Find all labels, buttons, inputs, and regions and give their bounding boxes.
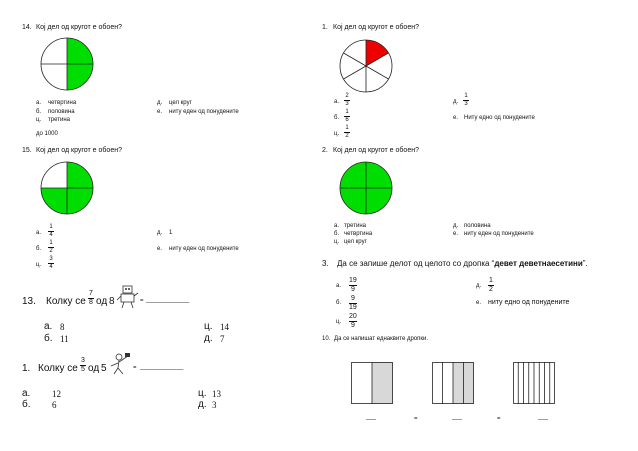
q1b-text: Колку се	[38, 363, 78, 374]
q15-option-e-label: е.	[157, 246, 163, 252]
q15-circle	[37, 158, 97, 218]
q1-option-e-label: е.	[453, 115, 459, 121]
numerator: 1	[345, 125, 349, 131]
q10-equals-2: =	[497, 416, 501, 422]
q13-option-b[interactable]: 11	[60, 334, 69, 344]
q1-text: Кој дел од кругот е обоен?	[333, 24, 419, 31]
q14-number: 14.	[22, 24, 32, 31]
denominator: 5	[81, 366, 85, 373]
denominator: 4	[49, 232, 53, 238]
q3-option-c-label: ц.	[336, 319, 342, 325]
q10-text: Да се напишат еднаквите дропки.	[334, 336, 429, 342]
q1b-of: од	[88, 363, 100, 374]
q1b-equals: =	[133, 365, 137, 371]
q2-option-b[interactable]: четвртина	[344, 231, 373, 237]
q15-option-e[interactable]: ниту еден од понудените	[169, 246, 239, 252]
q13-option-c-label: ц.	[204, 321, 213, 332]
q13-option-a[interactable]: 8	[60, 322, 65, 332]
denominator: 6	[345, 117, 349, 123]
q14-option-a[interactable]: четвртина	[48, 100, 77, 106]
q1b-option-a-label: а.	[22, 388, 31, 399]
numerator: 2	[345, 93, 349, 99]
q1-option-b-label: б.	[334, 115, 340, 121]
q15-option-a[interactable]	[48, 224, 54, 239]
q14-circle	[37, 34, 97, 94]
q3-option-b[interactable]	[349, 295, 357, 312]
q15-option-c-label: ц.	[36, 262, 42, 268]
q1b-option-a[interactable]: 12	[52, 389, 61, 399]
numerator: 9	[350, 295, 355, 302]
denominator: 9	[350, 322, 355, 329]
q2-option-c[interactable]: цел круг	[344, 239, 367, 245]
q1b-number: 1.	[22, 363, 31, 374]
q1b-fraction	[80, 357, 86, 374]
denominator: 19	[349, 304, 357, 311]
numerator: 20	[349, 313, 357, 320]
numerator: 3	[49, 256, 53, 262]
denominator: 4	[49, 264, 53, 270]
q15-text: Кој дел од кругот е обоен?	[36, 147, 122, 154]
q10-blank-1[interactable]: ___	[366, 414, 377, 420]
q3-option-a-label: а.	[336, 283, 342, 289]
q3-text	[337, 259, 588, 268]
q1b-value: 5	[101, 363, 107, 374]
q15-option-b[interactable]	[48, 240, 54, 255]
q13-option-b-label: б.	[44, 333, 53, 344]
q13-fraction	[88, 290, 94, 307]
numerator: 1	[464, 93, 468, 99]
numerator: 19	[349, 277, 357, 284]
q1b-option-b[interactable]: 6	[52, 400, 57, 410]
q1b-answer-blank[interactable]: _____________	[140, 364, 184, 370]
q1-option-c-label: ц.	[334, 131, 340, 137]
fraction-bar-eighths	[513, 362, 555, 404]
q1-option-b[interactable]	[344, 109, 350, 124]
q13-option-d[interactable]: 7	[220, 334, 225, 344]
numerator: 3	[81, 357, 85, 364]
q1-option-a[interactable]	[344, 93, 350, 108]
numerator: 1	[49, 240, 53, 246]
q3-option-d[interactable]	[488, 277, 494, 294]
q13-option-c[interactable]: 14	[220, 322, 229, 332]
q10-blank-3[interactable]: ___	[538, 414, 549, 420]
q2-option-d[interactable]: половина	[464, 223, 491, 229]
q1b-option-d[interactable]: 3	[212, 400, 217, 410]
q2-option-b-label: б.	[334, 231, 340, 237]
denominator: 2	[489, 286, 493, 293]
q1-circle	[336, 36, 396, 96]
q1b-option-b-label: б.	[22, 399, 31, 410]
q2-option-d-label: д.	[453, 223, 459, 229]
q3-text-bold: девет деветнаесетини	[494, 259, 583, 268]
denominator: 3	[345, 101, 349, 107]
q1-number: 1.	[322, 24, 328, 31]
q13-answer-blank[interactable]: _____________	[146, 297, 190, 303]
q3-option-b-label: б.	[336, 300, 342, 306]
q13-text: Колку се	[46, 296, 86, 307]
denominator: 8	[89, 299, 93, 306]
q2-number: 2.	[322, 147, 328, 154]
q3-option-e[interactable]: ниту едно од понудените	[488, 299, 570, 306]
q14-option-e-label: е.	[157, 109, 163, 115]
q1-shaded-sector	[366, 40, 389, 66]
q10-number: 10.	[322, 336, 331, 342]
q1-option-e[interactable]: Ниту едно од понудените	[464, 115, 535, 121]
q15-number: 15.	[22, 147, 32, 154]
numerator: 7	[89, 290, 93, 297]
q2-circle	[336, 158, 396, 218]
q14-note: до 1000	[36, 131, 58, 137]
q3-option-a[interactable]	[349, 277, 357, 294]
denominator: 2	[49, 248, 53, 254]
q3-option-c[interactable]	[349, 313, 357, 330]
q2-option-e-label: е.	[453, 231, 459, 237]
q2-option-a-label: а.	[334, 223, 340, 229]
q1b-option-c-label: ц.	[198, 388, 207, 399]
fraction-bar-halves	[351, 362, 393, 404]
q15-option-d[interactable]: 1	[169, 230, 173, 236]
q13-of: од	[96, 296, 108, 307]
q14-option-c[interactable]: третина	[48, 117, 70, 123]
q1-option-d[interactable]	[463, 93, 469, 108]
q14-option-b[interactable]: половина	[48, 109, 75, 115]
q13-option-a-label: а.	[44, 321, 53, 332]
q2-option-c-label: ц.	[334, 239, 340, 245]
q10-blank-2[interactable]: ___	[452, 414, 463, 420]
q14-option-b-label: б.	[36, 109, 42, 115]
numerator: 1	[49, 224, 53, 230]
q2-text: Кој дел од кругот е обоен?	[333, 147, 419, 154]
worker-icon	[108, 352, 132, 376]
q1-option-d-label: д.	[453, 99, 459, 105]
q1b-option-d-label: д.	[198, 399, 207, 410]
q3-text-start: Да се запише делот од целото со дропка “	[337, 259, 495, 268]
q13-option-d-label: д.	[204, 333, 213, 344]
q2-option-a[interactable]: третина	[344, 223, 366, 229]
q15-option-c[interactable]	[48, 256, 54, 271]
q1-option-a-label: а.	[334, 99, 340, 105]
q13-number: 13.	[22, 296, 36, 307]
q1b-option-c[interactable]: 13	[212, 389, 221, 399]
denominator: 2	[345, 133, 349, 139]
q14-option-d-label: д.	[157, 100, 163, 106]
q1-option-c[interactable]	[344, 125, 350, 140]
q10-equals-1: =	[414, 416, 418, 422]
q14-text: Кој дел од кругот е обоен?	[36, 24, 122, 31]
q3-number: 3.	[322, 259, 329, 268]
q13-equals: =	[140, 298, 144, 304]
denominator: 3	[464, 101, 468, 107]
q15-option-d-label: д.	[157, 230, 163, 236]
q13-value: 8	[109, 296, 115, 307]
denominator: 9	[350, 286, 355, 293]
fraction-bar-quarters	[432, 362, 474, 404]
q15-option-b-label: б.	[36, 246, 42, 252]
robot-icon	[116, 284, 140, 310]
numerator: 1	[489, 277, 493, 284]
q3-option-d-label: д.	[476, 283, 482, 289]
q14-option-a-label: а.	[36, 100, 42, 106]
q14-option-d[interactable]: цел круг	[169, 100, 192, 106]
numerator: 1	[345, 109, 349, 115]
q3-option-e-label: е.	[476, 300, 482, 306]
q15-option-a-label: а.	[36, 230, 42, 236]
q3-text-end: ”.	[582, 259, 588, 268]
q14-option-e[interactable]: ниту еден од понудените	[169, 109, 239, 115]
q2-option-e[interactable]: ниту еден од понудените	[464, 231, 534, 237]
q14-option-c-label: ц.	[36, 117, 42, 123]
